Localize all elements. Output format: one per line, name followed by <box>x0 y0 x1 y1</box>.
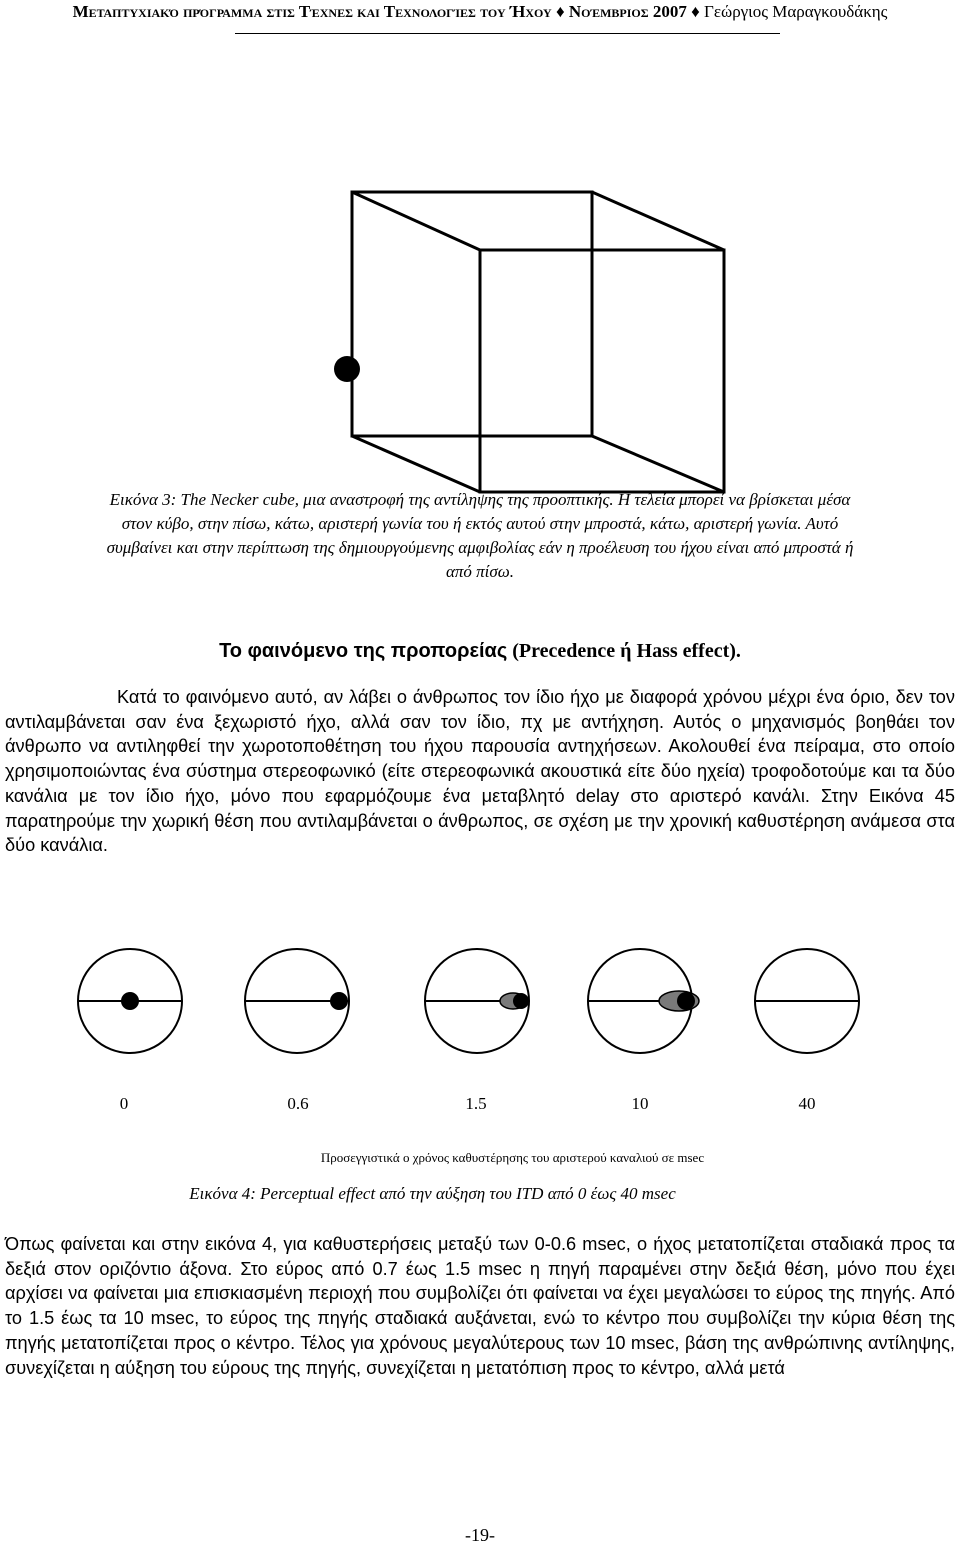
figure4-caption: Εικόνα 4: Perceptual effect από την αύξηση του ITD από 0 έως 40 msec <box>189 1184 676 1203</box>
perception-diagram <box>78 949 859 1053</box>
necker-cube <box>352 192 724 492</box>
tick-label: 40 <box>798 1094 816 1113</box>
section-title-latin: (Precedence ή Hass effect). <box>512 640 741 662</box>
head-circle-1.5 <box>425 949 529 1053</box>
tick-label: 10 <box>631 1094 649 1113</box>
header-program: Μεταπτυχιακό πρόγραμμα στις Τέχνες και Τεχνολογίες του Ήχου <box>72 2 552 21</box>
tick-label: 0.6 <box>287 1094 309 1113</box>
head-circle-0.6 <box>245 949 349 1053</box>
figure3-caption: Εικόνα 3: The Necker cube, μια αναστροφή της αντίληψης της προοπτικής. Η τελεία μπορεί να βρίσκεται μέσα στον κύβο, στην πίσω, κάτω, αριστερή γωνία του ή εκτός αυτού στην μπροστά, κάτω, αριστερή γωνία. Αυτό συμβαίνει και στην περίπτωση της δημιουργούμενης αμφιβολίας εάν η προέλευση του ήχου είναι από μπροστά ή από πίσω. <box>106 490 854 581</box>
source-dot <box>330 992 348 1010</box>
source-dot <box>513 993 529 1009</box>
header-author: Γεώργιος Μαραγκουδάκης <box>704 2 888 21</box>
tick-label: 1.5 <box>465 1094 487 1113</box>
necker-dot <box>334 356 360 382</box>
source-dot <box>677 992 695 1010</box>
header-separator: ♦ <box>691 2 700 21</box>
head-circle-40 <box>755 949 859 1053</box>
cube-back-face <box>352 192 592 436</box>
section-title <box>0 640 960 663</box>
header-date: Νοέμβριος 2007 <box>568 2 687 21</box>
section-title-greek: Το φαινόμενο της προπορείας <box>219 640 508 662</box>
page-number: -19- <box>465 1525 495 1545</box>
cube-edge <box>352 192 480 250</box>
paragraph-2: Όπως φαίνεται και στην εικόνα 4, για καθυστερήσεις μεταξύ των 0-0.6 msec, ο ήχος μετατοπίζεται σταδιακά προς τα δεξιά στον οριζόντιο άξονα. Στο εύρος από 0.7 έως 1.5 msec η πηγή παραμένει στην δεξιά θέση, μόνο που έχει αρχίσει να φαίνεται μια επισκιασμένη περιοχή που συμβολίζει ότι φαίνεται να έχει μεγαλώσει το εύρος της πηγής. Από το 1.5 έως τα 10 msec, το εύρος της πηγής σταδιακά αυξάνεται, ενώ το κέντρο που συμβολίζει την κύρια θέση της πηγής μετατοπίζεται προς ο κέντρο. Τέλος για χρόνους μεγαλύτερους των 10 msec, βάση της ανθρώπινης αντίληψης, συνεχίζεται η αύξηση του εύρους της πηγής, συνεχίζεται η μετατόπιση προς το κέντρο, αλλά μετά <box>5 1234 955 1378</box>
head-circle-10 <box>588 949 699 1053</box>
cube-edge <box>352 436 480 492</box>
cube-front-face <box>480 250 724 492</box>
source-dot <box>121 992 139 1010</box>
tick-label: 0 <box>119 1094 129 1113</box>
header-separator: ♦ <box>555 2 565 21</box>
cube-edge <box>592 436 724 492</box>
paragraph-1 <box>5 685 955 858</box>
paragraph-1-text: Κατά το φαινόμενο αυτό, αν λάβει ο άνθρωπος τον ίδιο ήχο με διαφορά χρόνου μέχρι ένα όριο, δεν τον αντιλαμβάνεται σαν ένα ξεχωριστό ήχο, αλλά σαν τον ίδιο, πχ με αντήχηση. Αυτός ο μηχανισμός βοηθάει τον άνθρωπο να αντιληφθεί την χωροτοποθέτηση του ήχου παρουσία αντηχήσεων. Ακολουθεί ένα πείραμα, στο οποίο χρησιμοποιώντας ένα σύστημα στερεοφωνικό (είτε στερεοφωνικά ακουστικά είτε δύο ηχεία) τροφοδοτούμε και τα δύο κανάλια με τον ίδιο ήχο, μόνο που εφαρμόζουμε ένα μεταβλητό delay στο αριστερό κανάλι. Στην Εικόνα 45 παρατηρούμε την χωρική θέση που αντιλαμβάνεται ο άνθρωπος, σε σχέση με την χρονική καθυστέρηση ανάμεσα στα δύο κανάλια. <box>5 687 955 856</box>
figure4-axis-title: Προσεγγιστικά ο χρόνος καθυστέρησης του αριστερού καναλιού σε msec <box>320 1150 705 1165</box>
head-circle-0 <box>78 949 182 1053</box>
cube-edge <box>592 192 724 250</box>
